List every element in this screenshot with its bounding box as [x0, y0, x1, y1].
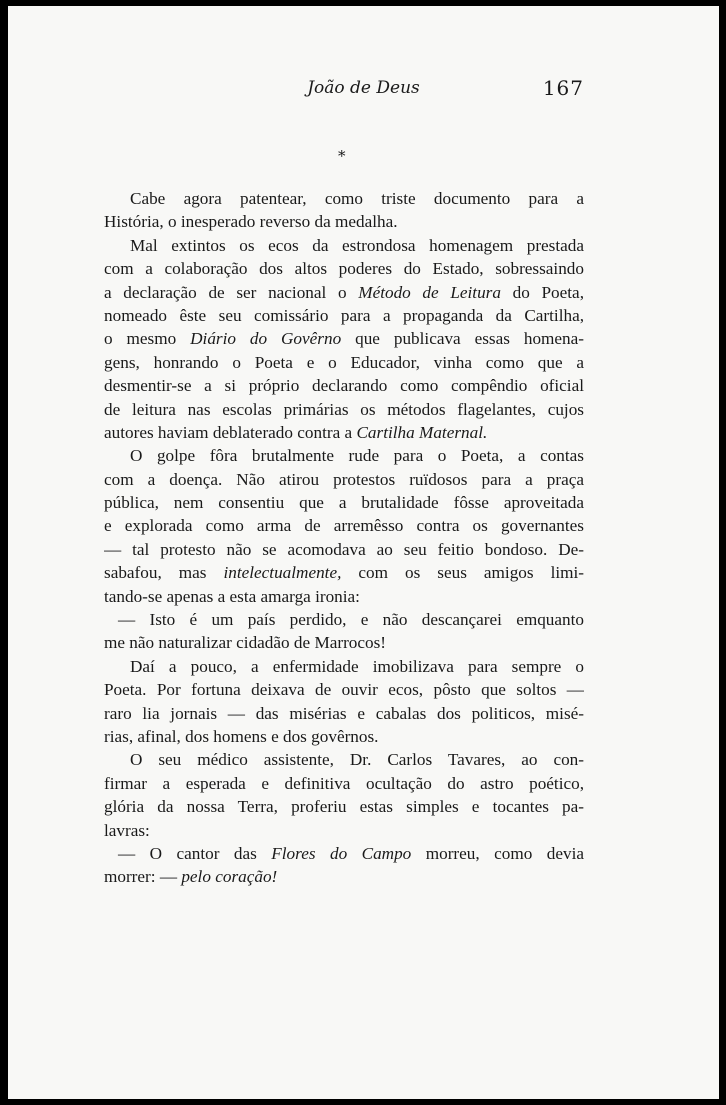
- text-line: com a doença. Não atirou protestos ruïdosos para a praça: [104, 469, 584, 489]
- text-line: O golpe fôra brutalmente rude para o Poeta, a contas: [130, 446, 584, 466]
- running-title: João de Deus: [307, 78, 420, 98]
- text-line: O seu médico assistente, Dr. Carlos Tavares, ao con-: [130, 750, 584, 770]
- text-line: Mal extintos os ecos da estrondosa homenagem prestada: [130, 235, 584, 255]
- text-line: o mesmo Diário do Govêrno que publicava essas homena-: [104, 329, 584, 349]
- italic-phrase: Flores do Campo: [271, 843, 412, 863]
- page-header: [8, 76, 719, 102]
- text-line: morrer: — pelo coração!: [104, 867, 278, 887]
- text-line: lavras:: [104, 820, 150, 840]
- text-line: — O cantor das Flores do Campo morreu, como devia: [118, 843, 584, 863]
- section-mark: *: [338, 147, 346, 165]
- text-line: — Isto é um país perdido, e não descançarei emquanto: [118, 610, 584, 630]
- text-line: — tal protesto não se acomodava ao seu feitio bondoso. De-: [104, 539, 584, 559]
- text-line: Poeta. Por fortuna deixava de ouvir ecos, pôsto que soltos —: [104, 680, 584, 700]
- page-number: 167: [542, 76, 584, 100]
- text-line: a declaração de ser nacional o Método de Leitura do Poeta,: [104, 282, 584, 302]
- text-line: rias, afinal, dos homens e dos govêrnos.: [104, 726, 379, 746]
- text-line: História, o inesperado reverso da medalha.: [104, 212, 398, 232]
- text-line: glória da nossa Terra, proferiu estas simples e tocantes pa-: [104, 797, 584, 817]
- text-line: com a colaboração dos altos poderes do Estado, sobressaindo: [104, 259, 584, 279]
- book-page: [8, 6, 719, 1099]
- italic-phrase: Método de Leitura: [358, 282, 501, 302]
- text-line: sabafou, mas intelectualmente, com os seus amigos limi-: [104, 563, 584, 583]
- text-line: de leitura nas escolas primárias os métodos flagelantes, cujos: [104, 399, 584, 419]
- text-line: Daí a pouco, a enfermidade imobilizava para sempre o: [130, 656, 584, 676]
- body-text: [104, 187, 584, 889]
- text-line: nomeado êste seu comissário para a propaganda da Cartilha,: [104, 305, 584, 325]
- text-line: tando-se apenas a esta amarga ironia:: [104, 586, 360, 606]
- text-line: e explorada como arma de arremêsso contra os governantes: [104, 516, 584, 536]
- text-line: firmar a esperada e definitiva ocultação do astro poético,: [104, 773, 584, 793]
- italic-phrase: intelectualmente,: [223, 563, 342, 583]
- text-line: me não naturalizar cidadão de Marrocos!: [104, 633, 387, 653]
- text-line: autores haviam deblaterado contra a Cartilha Maternal.: [104, 422, 488, 442]
- text-line: gens, honrando o Poeta e o Educador, vinha como que a: [104, 352, 584, 372]
- text-line: Cabe agora patentear, como triste documento para a: [130, 189, 584, 208]
- text-line: raro lia jornais — das misérias e cabalas dos politicos, misé-: [104, 703, 584, 723]
- italic-phrase: Diário do Govêrno: [190, 329, 342, 349]
- text-line: pública, nem consentiu que a brutalidade fôsse aproveitada: [104, 493, 584, 513]
- italic-phrase: Cartilha Maternal.: [356, 422, 488, 442]
- italic-phrase: pelo coração!: [181, 867, 278, 887]
- text-line: desmentir-se a si próprio declarando como compêndio oficial: [104, 376, 584, 396]
